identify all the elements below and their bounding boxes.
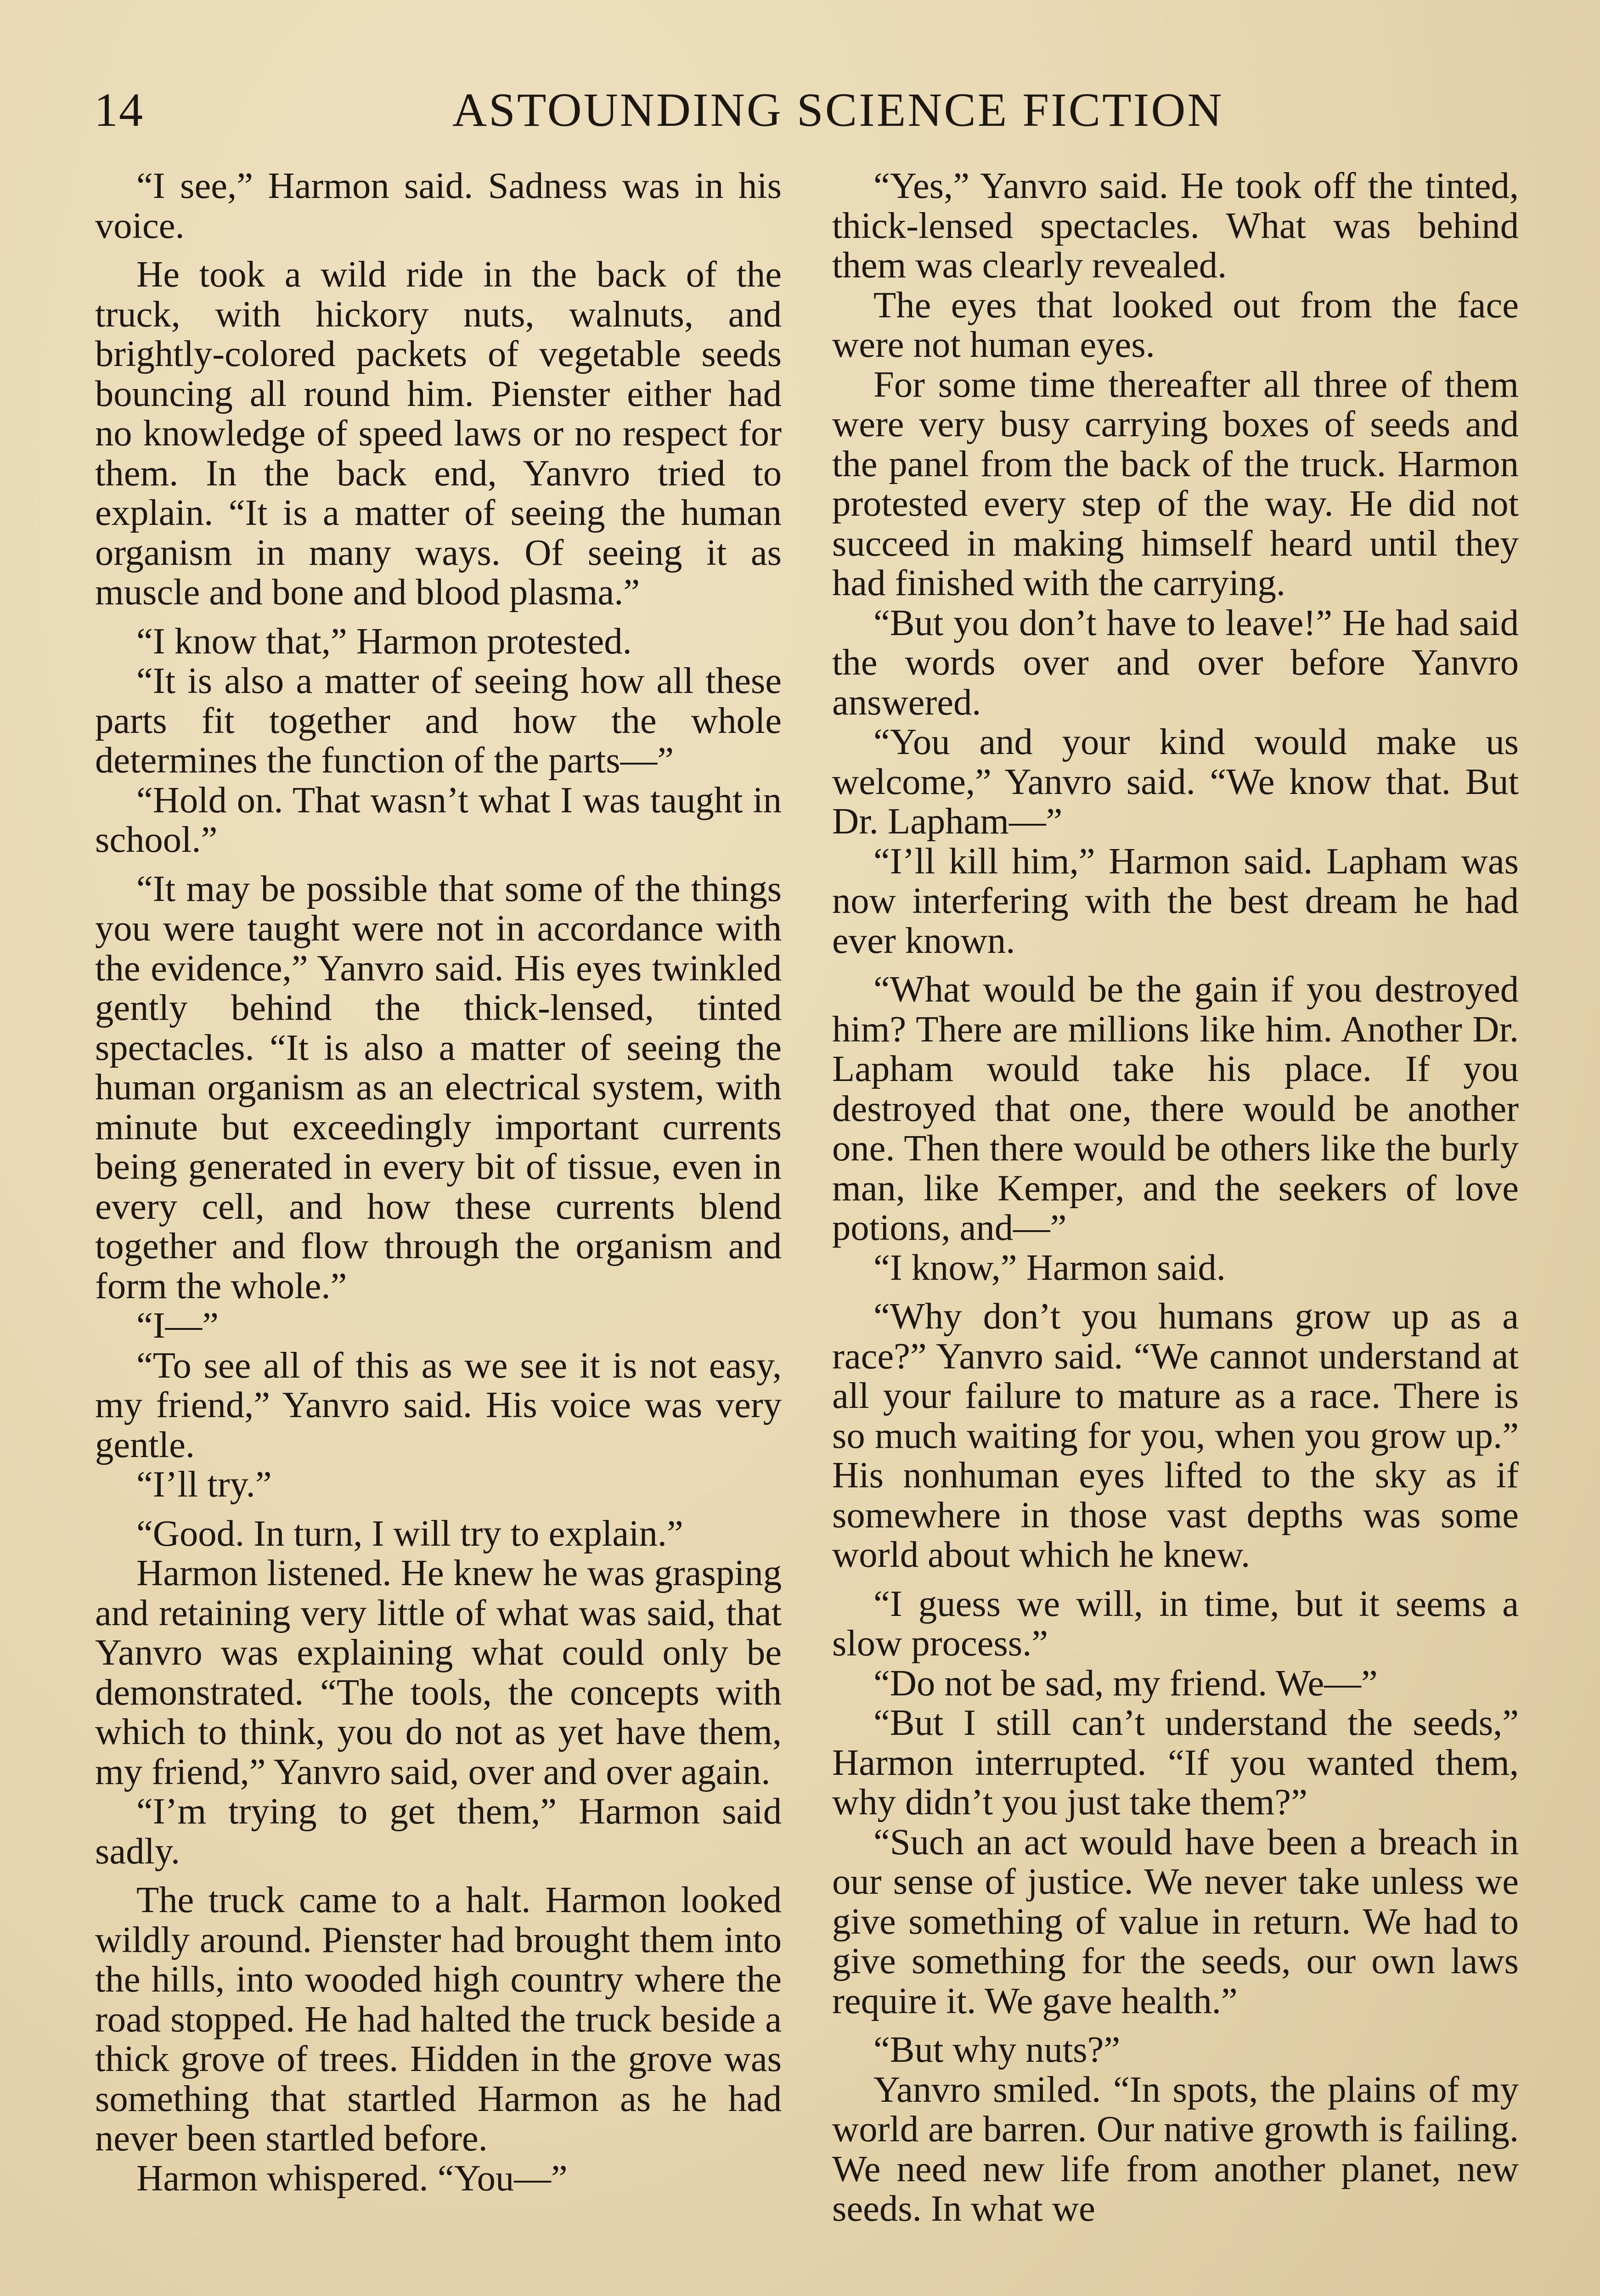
paragraph: Harmon whispered. “You—” [136,2157,568,2199]
page-header [94,83,1525,152]
paragraph: “To see all of this as we see it is not easy, my friend,” Yanvro said. His voice was very gentle. [95,1345,782,1465]
paragraph: “It may be possible that some of the things you were taught were not in accordance with the evidence,” Yanvro said. His eyes twinkled gently behind the thick-lensed, tinted spectacles. “It is also a matter of seeing the human organism as an electrical system, with minute but exceedingly important currents being generated in every bit of tissue, even in every cell, and how these currents blend together and flow through the organism and form the whole.” [95,868,782,1306]
paragraph: “I’ll try.” [136,1464,272,1505]
paragraph: “What would be the gain if you destroyed him? There are millions like him. Another Dr. Lapham would take his place. If you destroyed that one, there would be another one. Then there would be others like the burly man, like Kemper, and the seekers of love potions, and—” [832,969,1519,1248]
right-column [832,166,1519,2229]
paragraph: “I’m trying to get them,” Harmon said sadly. [95,1791,782,1872]
paragraph: “I guess we will, in time, but it seems a slow process.” [832,1583,1519,1664]
running-title: ASTOUNDING SCIENCE FICTION [452,84,1224,136]
paragraph: “I know,” Harmon said. [873,1247,1226,1288]
left-column [95,166,782,2198]
paragraph: “Hold on. That wasn’t what I was taught in school.” [95,779,782,860]
paragraph: “Why don’t you humans grow up as a race?” Yanvro said. “We cannot understand at all your failure to mature as a race. There is so much waiting for you, when you grow up.” His nonhuman eyes lifted to the sky as if somewhere in those vast depths was some world about which he knew. [832,1296,1519,1575]
page-number: 14 [94,84,144,136]
paragraph: “I know that,” Harmon protested. [136,620,632,662]
paragraph: “Such an act would have been a breach in our sense of justice. We never take unless we give something of value in return. We had to give something for the seeds, our own laws require it. We gave health.” [832,1821,1519,2021]
paragraph: “It is also a matter of seeing how all these parts fit together and how the whole determines the function of the parts—” [95,660,782,781]
paragraph: He took a wild ride in the back of the truck, with hickory nuts, walnuts, and brightly-colored packets of vegetable seeds bouncing all round him. Pienster either had no knowledge of speed laws or no respect for them. In the back end, Yanvro tried to explain. “It is a matter of seeing the human organism in many ways. Of seeing it as muscle and bone and blood plasma.” [95,254,782,613]
paragraph: “I—” [136,1305,219,1346]
paragraph: The truck came to a halt. Harmon looked wildly around. Pienster had brought them into the hills, into wooded high country where the road stopped. He had halted the truck beside a thick grove of trees. Hidden in the grove was something that startled Harmon as he had never been startled before. [95,1880,782,2159]
paragraph: “Good. In turn, I will try to explain.” [136,1513,683,1554]
paragraph: The eyes that looked out from the face were not human eyes. [832,284,1519,365]
paragraph: “Yes,” Yanvro said. He took off the tinted, thick-lensed spectacles. What was behind them was clearly revealed. [832,165,1519,286]
paragraph: “I see,” Harmon said. Sadness was in his voice. [95,165,782,246]
paragraph: “But you don’t have to leave!” He had said the words over and over before Yanvro answered. [832,602,1519,723]
paragraph: Harmon listened. He knew he was grasping and retaining very little of what was said, that Yanvro was explaining what could only be demonstrated. “The tools, the concepts with which to think, you do not as yet have them, my friend,” Yanvro said, over and over again. [95,1553,782,1792]
paragraph: “You and your kind would make us welcome,” Yanvro said. “We know that. But Dr. Lapham—” [832,721,1519,842]
paragraph: “I’ll kill him,” Harmon said. Lapham was now interfering with the best dream he had ever known. [832,840,1519,961]
paragraph: “But why nuts?” [873,2029,1121,2070]
paragraph: For some time thereafter all three of them were very busy carrying boxes of seeds and the panel from the back of the truck. Harmon protested every step of the way. He did not succeed in making himself heard until they had finished with the carrying. [832,364,1519,603]
paragraph: “But I still can’t understand the seeds,” Harmon interrupted. “If you wanted them, why didn’t you just take them?” [832,1702,1519,1823]
paragraph: Yanvro smiled. “In spots, the plains of my world are barren. Our native growth is failing. We need new life from another planet, new seeds. In what we [832,2069,1519,2229]
paragraph: “Do not be sad, my friend. We—” [873,1662,1378,1704]
